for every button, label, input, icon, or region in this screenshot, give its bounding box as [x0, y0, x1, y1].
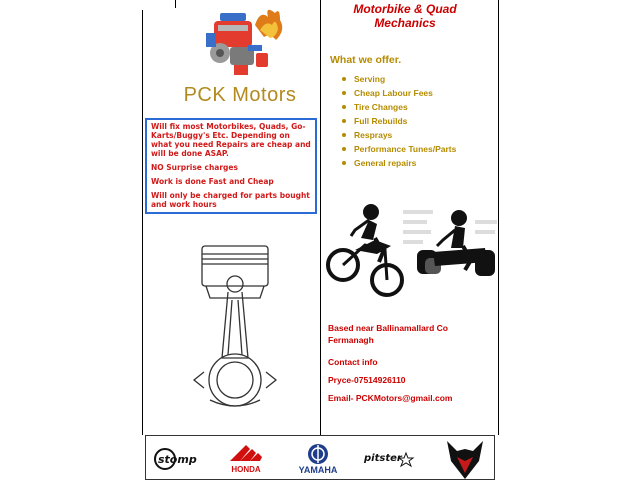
services-description-box	[145, 118, 317, 214]
list-item: Performance Tunes/Parts	[330, 142, 456, 156]
top-tick-line	[175, 0, 176, 8]
honda-logo: HONDA	[220, 436, 272, 481]
yamaha-logo: YAMAHA	[286, 436, 350, 481]
brand-name: PCK Motors	[183, 84, 297, 106]
no-surprise-text: NO Surprise charges	[151, 163, 238, 172]
yamaha-tuning-fork-icon	[307, 443, 329, 465]
sponsor-logo-strip	[145, 435, 495, 480]
phone-number: Pryce-07514926110	[328, 375, 406, 385]
page-title	[325, 2, 485, 30]
bullet-icon	[342, 105, 346, 109]
title-line-1: Motorbike & Quad	[353, 2, 457, 16]
motorbike-quad-illustration-icon	[325, 190, 500, 300]
bullet-icon	[342, 119, 346, 123]
svg-text:stomp: stomp	[158, 452, 197, 466]
bull-head-icon	[443, 437, 487, 481]
email-address[interactable]: Email- PCKMotors@gmail.com	[328, 393, 453, 403]
left-border-line	[142, 10, 143, 435]
offer-list	[330, 72, 456, 170]
list-item: Serving	[330, 72, 456, 86]
pitster-logo	[360, 436, 420, 481]
bull-emblem-logo	[438, 436, 492, 481]
location-line-2: Fermanagh	[328, 335, 374, 345]
stomp-emblem-icon	[153, 447, 205, 471]
bullet-icon	[342, 147, 346, 151]
bullet-icon	[342, 133, 346, 137]
list-item: Cheap Labour Fees	[330, 86, 456, 100]
title-line-2: Mechanics	[374, 16, 436, 30]
list-item: Resprays	[330, 128, 456, 142]
fast-cheap-text: Work is done Fast and Cheap	[151, 177, 274, 186]
location-text	[328, 322, 448, 346]
description-paragraph: Will fix most Motorbikes, Quads, Go-Karts/Buggy's Etc. Depending on what you need Repairs are cheap and will be done ASAP.	[151, 122, 311, 158]
location-line-1: Based near Ballinamallard Co	[328, 323, 448, 333]
svg-text:pitster: pitster	[364, 452, 402, 464]
bullet-icon	[342, 77, 346, 81]
bullet-icon	[342, 161, 346, 165]
list-item: General repairs	[330, 156, 456, 170]
contact-heading: Contact info	[328, 357, 378, 367]
stomp-logo	[150, 436, 208, 481]
engine-logo-icon	[200, 5, 290, 80]
bullet-icon	[342, 91, 346, 95]
charges-text: Will only be charged for parts bought and work hours	[151, 191, 310, 209]
offer-heading: What we offer.	[330, 54, 402, 66]
honda-wing-icon	[226, 443, 266, 465]
center-divider-line	[320, 0, 321, 435]
piston-illustration-icon	[180, 240, 290, 415]
pitster-star-icon	[362, 447, 418, 471]
list-item: Full Rebuilds	[330, 114, 456, 128]
list-item: Tire Changes	[330, 100, 456, 114]
